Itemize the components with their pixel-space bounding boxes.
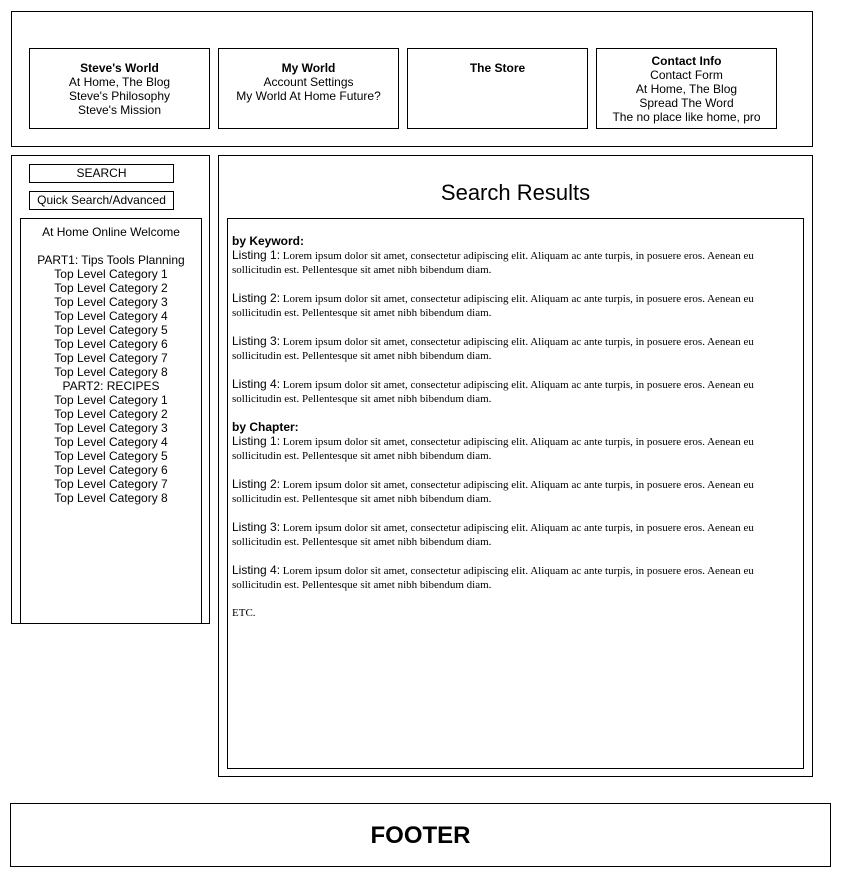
nav-title-store[interactable]: The Store [469, 61, 526, 75]
nav-title-contact[interactable]: Contact Info [651, 54, 722, 68]
menu-item[interactable]: Top Level Category 6 [54, 337, 168, 351]
listing-label: Listing 2: [232, 477, 281, 491]
category-menu [20, 218, 202, 624]
menu-item[interactable]: Top Level Category 6 [54, 463, 168, 477]
menu-item[interactable]: Top Level Category 3 [54, 421, 168, 435]
listing-text: Lorem ipsum dolor sit amet, consectetur adipiscing elit. Aliquam ac ante turpis, in posuere eros. Aenean eu sollicitudin est. Pellentesque sit amet nibh bibendum diam. [232, 336, 754, 362]
footer-label: FOOTER [370, 822, 471, 849]
nav-block-steves-world [29, 48, 210, 129]
listing-text: Lorem ipsum dolor sit amet, consectetur adipiscing elit. Aliquam ac ante turpis, in posuere eros. Aenean eu sollicitudin est. Pellentesque sit amet nibh bibendum diam. [232, 522, 754, 548]
nav-link-no-place[interactable]: The no place like home, pro [612, 110, 761, 124]
footer [10, 803, 831, 867]
nav-link-contact-form[interactable]: Contact Form [650, 68, 723, 82]
listing-label: Listing 3: [232, 520, 281, 534]
menu-item[interactable]: Top Level Category 5 [54, 449, 168, 463]
nav-link-account-settings[interactable]: Account Settings [263, 75, 354, 89]
nav-title-steves-world[interactable]: Steve's World [80, 61, 159, 75]
menu-part2-heading[interactable]: PART2: RECIPES [62, 379, 160, 393]
menu-item[interactable]: Top Level Category 1 [54, 393, 168, 407]
nav-block-store [407, 48, 588, 129]
listing-text: Lorem ipsum dolor sit amet, consectetur adipiscing elit. Aliquam ac ante turpis, in posuere eros. Aenean eu sollicitudin est. Pellentesque sit amet nibh bibendum diam. [232, 250, 754, 276]
menu-item[interactable]: Top Level Category 8 [54, 365, 168, 379]
listing-text: Lorem ipsum dolor sit amet, consectetur adipiscing elit. Aliquam ac ante turpis, in posuere eros. Aenean eu sollicitudin est. Pellentesque sit amet nibh bibendum diam. [232, 565, 754, 591]
listing-label: Listing 3: [232, 334, 281, 348]
listing-text: Lorem ipsum dolor sit amet, consectetur adipiscing elit. Aliquam ac ante turpis, in posuere eros. Aenean eu sollicitudin est. Pellentesque sit amet nibh bibendum diam. [232, 436, 754, 462]
menu-item[interactable]: Top Level Category 5 [54, 323, 168, 337]
menu-item[interactable]: Top Level Category 2 [54, 407, 168, 421]
menu-item[interactable]: Top Level Category 8 [54, 491, 168, 505]
listing-text: Lorem ipsum dolor sit amet, consectetur adipiscing elit. Aliquam ac ante turpis, in posuere eros. Aenean eu sollicitudin est. Pellentesque sit amet nibh bibendum diam. [232, 379, 754, 405]
nav-link-philosophy[interactable]: Steve's Philosophy [68, 89, 170, 103]
menu-item[interactable]: Top Level Category 4 [54, 435, 168, 449]
listing-text: Lorem ipsum dolor sit amet, consectetur adipiscing elit. Aliquam ac ante turpis, in posuere eros. Aenean eu sollicitudin est. Pellentesque sit amet nibh bibendum diam. [232, 479, 754, 505]
nav-link-spread-word[interactable]: Spread The Word [639, 96, 734, 110]
sidebar [11, 155, 210, 624]
search-button[interactable]: SEARCH [29, 164, 174, 183]
quick-search-button[interactable]: Quick Search/Advanced [29, 191, 174, 210]
listing-label: Listing 1: [232, 248, 281, 262]
chapter-heading: by Chapter: [232, 420, 299, 434]
result-listing[interactable] [232, 291, 799, 320]
listing-text: Lorem ipsum dolor sit amet, consectetur adipiscing elit. Aliquam ac ante turpis, in posuere eros. Aenean eu sollicitudin est. Pellentesque sit amet nibh bibendum diam. [232, 293, 754, 319]
page-title: Search Results [440, 180, 591, 205]
nav-link-mission[interactable]: Steve's Mission [78, 103, 161, 117]
menu-part1-heading[interactable]: PART1: Tips Tools Planning [37, 253, 185, 267]
results-panel [227, 218, 804, 769]
nav-block-my-world [218, 48, 399, 129]
menu-item[interactable]: Top Level Category 7 [54, 351, 168, 365]
etc-text: ETC. [232, 607, 256, 619]
nav-block-contact [596, 48, 777, 129]
menu-item[interactable]: Top Level Category 3 [54, 295, 168, 309]
menu-item[interactable]: Top Level Category 1 [54, 267, 168, 281]
keyword-heading: by Keyword: [232, 234, 305, 248]
result-listing[interactable] [232, 563, 799, 592]
listing-label: Listing 1: [232, 434, 281, 448]
menu-item[interactable]: Top Level Category 7 [54, 477, 168, 491]
result-listing[interactable] [232, 377, 799, 406]
listing-label: Listing 2: [232, 291, 281, 305]
nav-title-my-world[interactable]: My World [281, 61, 336, 75]
result-listing[interactable] [232, 434, 799, 463]
header [11, 11, 813, 147]
result-listing[interactable] [232, 248, 799, 277]
main-content [218, 155, 813, 777]
listing-label: Listing 4: [232, 377, 281, 391]
menu-item[interactable]: Top Level Category 4 [54, 309, 168, 323]
menu-welcome[interactable]: At Home Online Welcome [42, 225, 180, 239]
listing-label: Listing 4: [232, 563, 281, 577]
menu-item[interactable]: Top Level Category 2 [54, 281, 168, 295]
nav-link-blog[interactable]: At Home, The Blog [68, 75, 171, 89]
result-listing[interactable] [232, 520, 799, 549]
result-listing[interactable] [232, 477, 799, 506]
result-listing[interactable] [232, 334, 799, 363]
nav-link-future[interactable]: My World At Home Future? [236, 89, 381, 103]
nav-link-contact-blog[interactable]: At Home, The Blog [635, 82, 738, 96]
